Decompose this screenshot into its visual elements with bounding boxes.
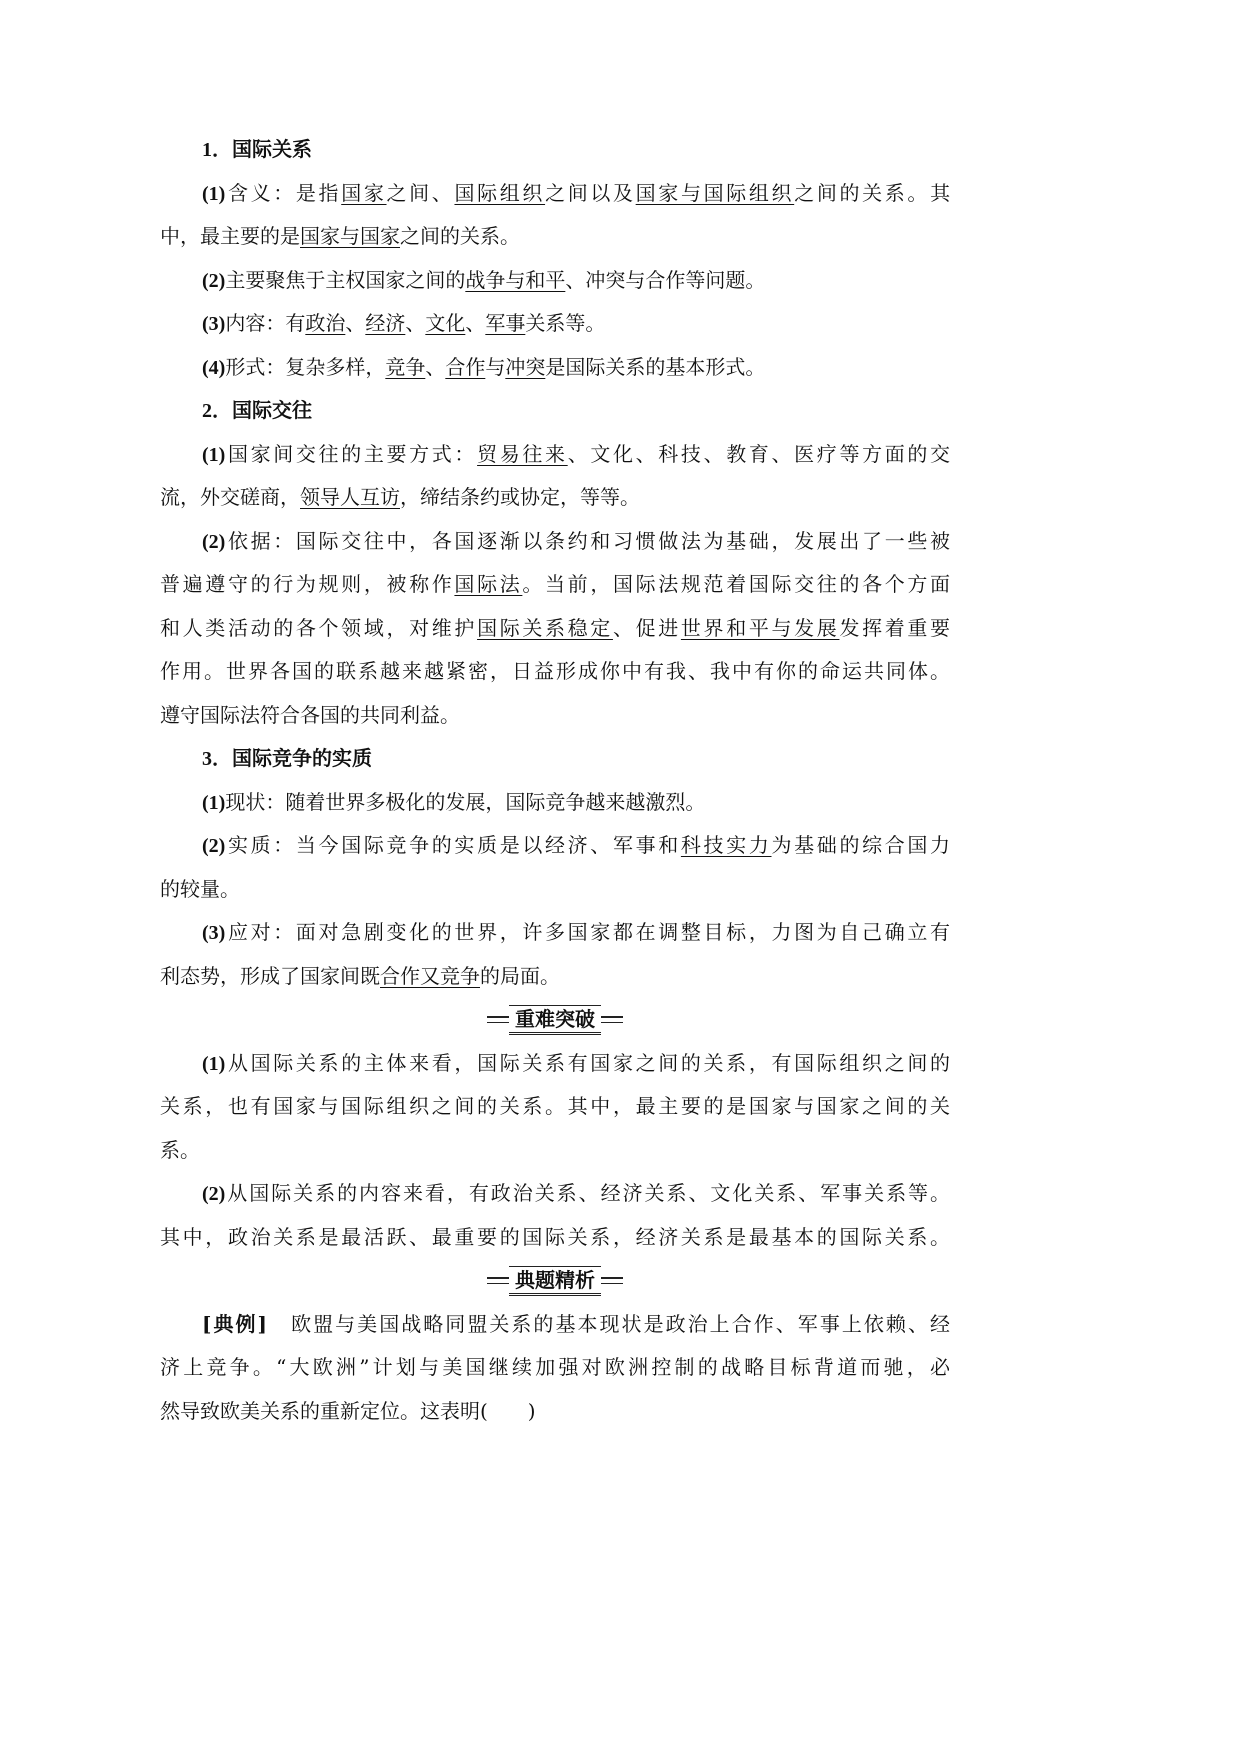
text-segment: 领导人互访 (300, 485, 400, 509)
text-segment: 流，外交磋商， (160, 485, 300, 509)
s3-p1 (160, 781, 950, 825)
s1-p1-line1 (160, 172, 950, 216)
text-segment: 利态势，形成了国家间既 (160, 963, 380, 988)
text-segment: (4) (202, 356, 226, 379)
example-tag: [典例] (202, 1311, 268, 1336)
text-segment: 应对：面对急剧变化的世界，许多国家都在调整目标，力图为自己确立有 (225, 920, 950, 944)
text-segment: 经济 (365, 311, 406, 335)
text-segment: 主要聚焦于主权国家之间的 (225, 267, 466, 292)
s2-p2-line5: 遵守国际法符合各国的共同利益。 (160, 702, 460, 727)
text-segment: (3) (202, 313, 226, 335)
text-segment: 1． (202, 139, 232, 161)
s1-p2 (160, 259, 950, 303)
text-segment: 之间、 (386, 180, 455, 205)
text-segment: 之间以及 (545, 180, 636, 205)
text-segment: 现状：随着世界多极化的发展，国际竞争越来越激烈。 (225, 789, 706, 814)
text-segment: 国际法 (454, 572, 523, 596)
s2-p2-line3 (160, 607, 950, 651)
s3-p3-line1 (160, 911, 950, 955)
text-segment: 竞争 (385, 354, 426, 379)
text-segment: 政治 (305, 311, 346, 335)
text-segment: (1) (202, 1052, 226, 1075)
text-segment: 战争与和平 (465, 267, 566, 292)
text-segment: 发挥着重要 (839, 615, 951, 640)
text-segment: 之间的关系。其 (794, 180, 951, 205)
text-segment: 实质：当今国际竞争的实质是以经济、军事和 (225, 833, 681, 857)
text-segment: (1) (202, 443, 226, 466)
text-segment: 国际交往 (232, 398, 312, 422)
text-segment: (1) (202, 182, 226, 205)
text-segment: ，缔结条约或协定，等等。 (400, 485, 640, 509)
text-segment: 和人类活动的各个领域，对维护 (160, 615, 478, 640)
s2-p2-line1 (160, 520, 950, 564)
text-segment: (2) (202, 530, 226, 553)
text-segment: 、 (345, 311, 366, 335)
s3-p2-line1 (160, 824, 950, 868)
bt-p2-line2: 其中，政治关系是最活跃、最重要的国际关系，经济关系是最基本的国际关系。 (160, 1224, 950, 1249)
example-line2: 济上竞争。“大欧洲”计划与美国继续加强对欧洲控制的战略目标背道而驰，必 (160, 1355, 950, 1379)
text-segment: 、 (425, 354, 446, 379)
text-segment: 内容：有 (225, 311, 306, 335)
banner-key-points (160, 998, 950, 1042)
banner-example-analysis (160, 1259, 950, 1303)
text-segment: 、 (465, 311, 486, 335)
text-segment: 欧盟与美国战略同盟关系的基本现状是政治上合作、军事上依赖、经 (291, 1311, 950, 1336)
text-segment: 国家间交往的主要方式： (225, 441, 478, 466)
bt-p2-line1 (160, 1172, 950, 1216)
text-segment: 含义：是指 (225, 180, 342, 205)
text-segment: 、促进 (612, 615, 681, 640)
s2-p2-line2 (160, 563, 950, 607)
text-segment: 中，最主要的是 (160, 224, 300, 248)
text-segment: 科技实力 (680, 833, 772, 857)
section-heading-1 (160, 128, 950, 172)
text-segment: 国际竞争的实质 (232, 746, 372, 770)
text-segment: 世界和平与发展 (680, 615, 840, 640)
s1-p3 (160, 302, 950, 346)
text-segment: 从国际关系的主体来看，国际关系有国家之间的关系，有国际组织之间的 (225, 1050, 950, 1075)
s3-p3-line2 (160, 955, 950, 999)
text-segment: (1) (202, 791, 226, 814)
bt-p1-line1 (160, 1042, 950, 1086)
text-segment: 冲突 (505, 354, 546, 379)
text-segment: 关系等。 (525, 311, 606, 335)
text-segment: 贸易往来 (477, 441, 568, 466)
text-segment: 、 (405, 311, 426, 335)
banner-left-decoration-icon (483, 1012, 509, 1028)
s2-p1-line1 (160, 433, 950, 477)
text-segment: 是国际关系的基本形式。 (545, 354, 766, 379)
s3-p2-line2: 的较量。 (160, 876, 240, 901)
banner-example-analysis-label: 典题精析 (509, 1266, 601, 1296)
text-segment: 为基础的综合国力 (771, 833, 951, 857)
banner-key-points-label: 重难突破 (509, 1005, 601, 1035)
text-segment: 从国际关系的内容来看，有政治关系、经济关系、文化关系、军事关系等。 (225, 1181, 950, 1205)
text-segment: 依据：国际交往中，各国逐渐以条约和习惯做法为基础，发展出了一些被 (225, 528, 950, 553)
text-segment: 国际关系稳定 (477, 615, 613, 640)
text-segment: 国际关系 (232, 137, 312, 161)
example-line3: 然导致欧美关系的重新定位。这表明( ) (160, 1398, 536, 1423)
text-segment: 军事 (485, 311, 526, 335)
text-segment: (2) (202, 269, 226, 292)
text-segment: (2) (202, 835, 226, 857)
example-line1 (160, 1303, 950, 1347)
banner-right-decoration-icon (601, 1273, 627, 1289)
document-page (160, 128, 950, 1433)
banner-right-decoration-icon (601, 1012, 627, 1028)
text-segment: 的局面。 (480, 963, 560, 988)
text-segment: 国际组织 (454, 180, 546, 205)
banner-left-decoration-icon (483, 1273, 509, 1289)
text-segment: 国家 (341, 180, 387, 205)
text-segment: 国家与国际组织 (635, 180, 795, 205)
s1-p1-line2 (160, 215, 950, 259)
text-segment: 文化 (425, 311, 466, 335)
bt-p1-line3: 系。 (160, 1137, 200, 1162)
text-segment: (2) (202, 1183, 226, 1205)
text-segment: 合作 (445, 354, 486, 379)
bt-p1-line2: 关系，也有国家与国际组织之间的关系。其中，最主要的是国家与国家之间的关 (160, 1094, 950, 1118)
text-segment: 普遍遵守的行为规则，被称作 (160, 572, 455, 596)
text-segment: 合作又竞争 (380, 963, 480, 988)
s2-p2-line4: 作用。世界各国的联系越来越紧密，日益形成你中有我、我中有你的命运共同体。 (160, 659, 950, 683)
text-segment: 2． (202, 400, 232, 422)
section-heading-2 (160, 389, 950, 433)
text-segment: 、冲突与合作等问题。 (565, 267, 766, 292)
text-segment: 与 (485, 354, 506, 379)
text-segment: 。当前，国际法规范着国际交往的各个方面 (522, 572, 951, 596)
s1-p4 (160, 346, 950, 390)
text-segment: 之间的关系。 (400, 224, 520, 248)
text-segment: 国家与国家 (300, 224, 400, 248)
text-segment: 、文化、科技、教育、医疗等方面的交 (567, 441, 951, 466)
s2-p1-line2 (160, 476, 950, 520)
text-segment: 形式：复杂多样， (225, 354, 386, 379)
text-segment: 3． (202, 748, 232, 770)
section-heading-3 (160, 737, 950, 781)
text-segment: (3) (202, 922, 226, 944)
